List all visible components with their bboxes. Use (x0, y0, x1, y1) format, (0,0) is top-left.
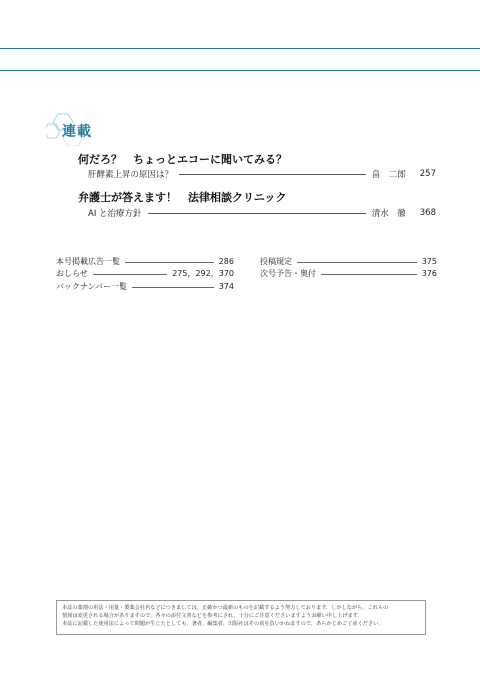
leader-line (125, 262, 214, 263)
toc-entry[interactable] (88, 167, 436, 180)
index-page: 275，292，370 (172, 268, 234, 278)
index-page: 286 (218, 256, 234, 266)
series-title: 弁護士が答えます！ 法律相談クリニック (78, 191, 287, 204)
index-entry[interactable] (56, 255, 234, 267)
article-page: 257 (419, 168, 436, 179)
index-label: 本号掲載広告一覧 (56, 256, 120, 266)
article-author: 畠 二郎 (371, 169, 406, 180)
disclaimer-line: 本誌に記載した使用法によって問題が生じたとしても，著者，編集者，出版社はその責を負いかねますので，あらかじめご了承ください． (62, 621, 384, 628)
header-rule-bottom (0, 70, 480, 71)
index-label: バックナンバー一覧 (56, 281, 128, 291)
disclaimer-line: 本誌の薬剤の用法・用量・製薬会社名などにつきましては，正確かつ最新のものを記載するよう努力しております．しかしながら，これらの (62, 605, 389, 611)
disclaimer-line: 情報は変更される場合がありますので，各々の添付文書などを参考にされ，十分にご注意くださいますようお願い申し上げます． (62, 613, 363, 620)
index-entry[interactable] (56, 280, 234, 292)
article-title: AI と治療方針 (88, 208, 142, 219)
leader-line (321, 274, 417, 275)
article-page: 368 (419, 207, 436, 218)
index-entry[interactable] (56, 267, 234, 279)
index-entry[interactable] (260, 267, 437, 279)
header-rule-top (0, 48, 480, 49)
leader-line (93, 274, 167, 275)
index-label: 投稿規定 (260, 256, 292, 266)
leader-line (132, 287, 214, 288)
article-title: 肝酵素上昇の原因は？ (88, 169, 174, 180)
article-author: 清水 徹 (371, 208, 406, 219)
leader-line (148, 213, 366, 214)
index-page: 374 (218, 281, 234, 291)
disclaimer-box (56, 600, 426, 635)
index-page: 375 (421, 256, 437, 266)
index-entry[interactable] (260, 255, 437, 267)
index-label: 次号予告・奥付 (260, 268, 316, 278)
series-title: 何だろ？ ちょっとエコーに聞いてみる？ (78, 153, 287, 166)
index-page: 376 (421, 268, 437, 278)
section-title: 連載 (62, 124, 92, 140)
leader-line (297, 262, 417, 263)
toc-entry[interactable] (88, 206, 436, 219)
leader-line (179, 174, 366, 175)
section-heading (46, 112, 116, 146)
index-label: おしらせ (56, 268, 88, 278)
